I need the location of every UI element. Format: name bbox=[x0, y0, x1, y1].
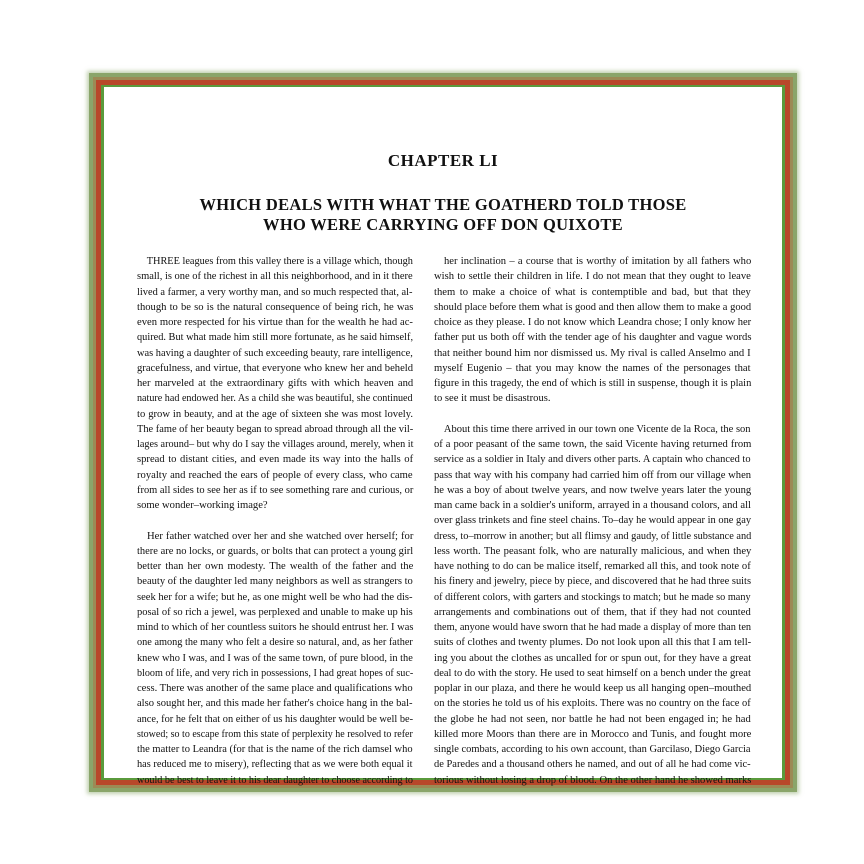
text-line: one among the many who felt a desire so natural, and, as her father bbox=[137, 637, 413, 649]
subtitle-line: WHO WERE CARRYING OFF DON QUIXOTE bbox=[263, 215, 623, 234]
text-line: over glass trinkets and fine steel chains. To–day he would appear in one gay bbox=[434, 515, 752, 527]
text-line: royalty and reached the ears of people of every class, who came bbox=[137, 469, 413, 481]
text-line: them, anyone would have sworn that he had made a display of more than ten bbox=[434, 622, 752, 633]
text-line: stowed; so to escape from this state of perplexity he resolved to refer bbox=[137, 728, 413, 740]
text-line: bloom of life, and very rich in possessions, I had great hopes of suc- bbox=[137, 667, 414, 679]
chapter-subtitle bbox=[104, 195, 782, 235]
text-line: wish to settle their children in life. I do not mean that they ought to leave bbox=[434, 271, 751, 283]
text-line: her inclination – a course that is worthy of imitation by all fathers who bbox=[444, 256, 752, 267]
text-line: was having a daughter of such exceeding beauty, rare intelligence, bbox=[137, 347, 413, 359]
text-line: Her father watched over her and she watched over herself; for bbox=[147, 530, 414, 542]
text-line: gracefulness, and virtue, that everyone who knew her and beheld bbox=[137, 362, 414, 374]
page-frame bbox=[89, 73, 797, 792]
text-line: though to be so is the natural consequence of being rich, he was bbox=[137, 301, 414, 313]
text-line: choice as they please. I do not know which Leandra chose; I only know her bbox=[434, 317, 752, 328]
text-line: pass that way with his company had carried him off from our village when bbox=[434, 469, 752, 481]
text-line: that neither bound him nor dismissed us. My rival is called Anselmo and I bbox=[434, 347, 751, 359]
text-line: suits of clothes and twenty plumes. Do not look upon all this that I am tell- bbox=[434, 637, 752, 649]
text-line: deal to do with the story. He used to seat himself on a bench under the great bbox=[434, 667, 751, 679]
text-line: service as a soldier in Italy and divers other parts. A captain who chanced to bbox=[434, 454, 751, 466]
text-line: her marveled at the extraordinary gifts with which heaven and bbox=[137, 378, 414, 389]
text-line: have nothing to do can be malice itself, remarked all this, and took note of bbox=[434, 561, 751, 572]
paragraph-break bbox=[434, 407, 751, 422]
text-line: de Paredes and a thousand others he named, and out of all he had come vic- bbox=[434, 759, 751, 771]
text-line: About this time there arrived in our town one Vicente de la Roca, the son bbox=[443, 423, 751, 435]
text-line: he was a boy of about twelve years, and now twelve years later the young bbox=[434, 484, 752, 496]
text-line: father put us both off with the tender age of his daughter and vague words bbox=[434, 332, 752, 344]
text-line: spread to distant cities, and even made its way into the halls of bbox=[137, 454, 414, 466]
text-line: would be best to leave it to his dear daughter to choose according to bbox=[137, 774, 414, 786]
text-line: cess. There was another of the same place and qualifications who bbox=[137, 683, 413, 694]
text-line: killed more Moors than there are in Morocco and Tunis, and fought more bbox=[434, 728, 752, 740]
text-line: poplar in our plaza, and there he would keep us all hanging open–mouthed bbox=[434, 683, 752, 694]
text-line: of a poor peasant of the same town, the said Vicente having returned from bbox=[434, 439, 752, 450]
text-line: arrangements and combinations out of them, that if they had not counted bbox=[434, 606, 751, 618]
text-line: his finery and jewelry, piece by piece, and discovered that he had three suits bbox=[434, 576, 752, 588]
left-text-column bbox=[137, 254, 413, 788]
text-line: knew who I was, and I was of the same town, of pure blood, in the bbox=[137, 652, 413, 664]
text-line: from all sides to see her as if to see something rare and curious, or bbox=[137, 484, 414, 496]
text-line: the globe he had not seen, nor battle he had not been engaged in; he had bbox=[434, 713, 751, 725]
text-line: better than her own modesty. The wealth of the father and the bbox=[137, 561, 414, 572]
text-line: should place before them what is good and then allow them to make a good bbox=[434, 301, 752, 313]
text-line: ing you about the clothes as uncalled for or spun out, for they have a great bbox=[434, 652, 752, 664]
text-line: there are no locks, or guards, or bolts that can protect a young girl bbox=[137, 545, 414, 557]
right-text-column bbox=[434, 254, 751, 788]
text-line: The fame of her beauty began to spread abroad through all the vil- bbox=[137, 423, 414, 435]
subtitle-line: WHICH DEALS WITH WHAT THE GOATHERD TOLD THOSE bbox=[199, 195, 687, 214]
text-line: small, is one of the richest in all this neighborhood, and in it there bbox=[137, 271, 413, 283]
page bbox=[104, 87, 782, 786]
chapter-heading: CHAPTER LI bbox=[387, 151, 499, 170]
text-line: has reduced me to misery), reflecting that as we were both equal it bbox=[137, 759, 413, 771]
text-line: torious without losing a drop of blood. On the other hand he showed marks bbox=[434, 774, 752, 786]
text-line: of different colors, with garters and stockings to match; but he made so many bbox=[434, 591, 751, 603]
text-line: some wonder–working image? bbox=[137, 500, 268, 511]
text-line: lages around– but why do I say the villages around, merely, when it bbox=[137, 439, 414, 450]
text-line: seek her for a wife; but he, as one might well be who had the dis- bbox=[137, 591, 413, 603]
text-line: less worth. The peasant folk, who are naturally malicious, and when they bbox=[434, 545, 752, 557]
text-line: to grow in beauty, and at the age of sixteen she was most lovely. bbox=[137, 408, 413, 420]
text-line: on the stories he told us of his exploits. There was no country on the face of bbox=[434, 698, 751, 710]
text-line: dress, to–morrow in another; but all flimsy and gaudy, of little substance and bbox=[434, 530, 752, 542]
text-line: quired. But what made him still more fortunate, as he said himself, bbox=[137, 332, 414, 344]
paragraph-break bbox=[137, 513, 413, 528]
text-line: to see it must be disastrous. bbox=[434, 393, 551, 405]
text-line: the matter to Leandra (for that is the name of the rich damsel who bbox=[137, 744, 413, 755]
text-line: also sought her, and this made her father's choice hang in the bal- bbox=[137, 698, 413, 710]
text-line: figure in this tragedy, the end of which is still in suspense, though it is plain bbox=[434, 378, 752, 389]
text-line: ance, for he felt that on either of us his daughter would be well be- bbox=[137, 713, 414, 725]
text-line: them to make a choice of what is contemptible and bad, but that they bbox=[434, 286, 751, 298]
text-line: mind to which of her countless suitors he should entrust her. I was bbox=[137, 622, 414, 633]
text-line: single combats, according to his own account, than Garcilaso, Diego Garcia bbox=[434, 744, 751, 755]
text-line: nature had endowed her. As a child she was beautiful, she continued bbox=[137, 393, 413, 405]
text-line: beauty of the daughter led many neighbors as well as strangers to bbox=[137, 576, 413, 588]
text-line: man came back in a soldier's uniform, arrayed in a thousand colors, and all bbox=[434, 500, 751, 511]
text-line: even more respected for his virtue than for the wealth he had ac- bbox=[137, 317, 413, 328]
text-line: posal of so rich a jewel, was perplexed and unable to make up his bbox=[137, 606, 413, 618]
text-line: myself Eugenio – that you may know the names of the personages that bbox=[434, 362, 751, 374]
text-line: THREE leagues from this valley there is a village which, though bbox=[146, 256, 413, 267]
text-line: lived a farmer, a very worthy man, and so much respected that, al- bbox=[137, 286, 413, 298]
